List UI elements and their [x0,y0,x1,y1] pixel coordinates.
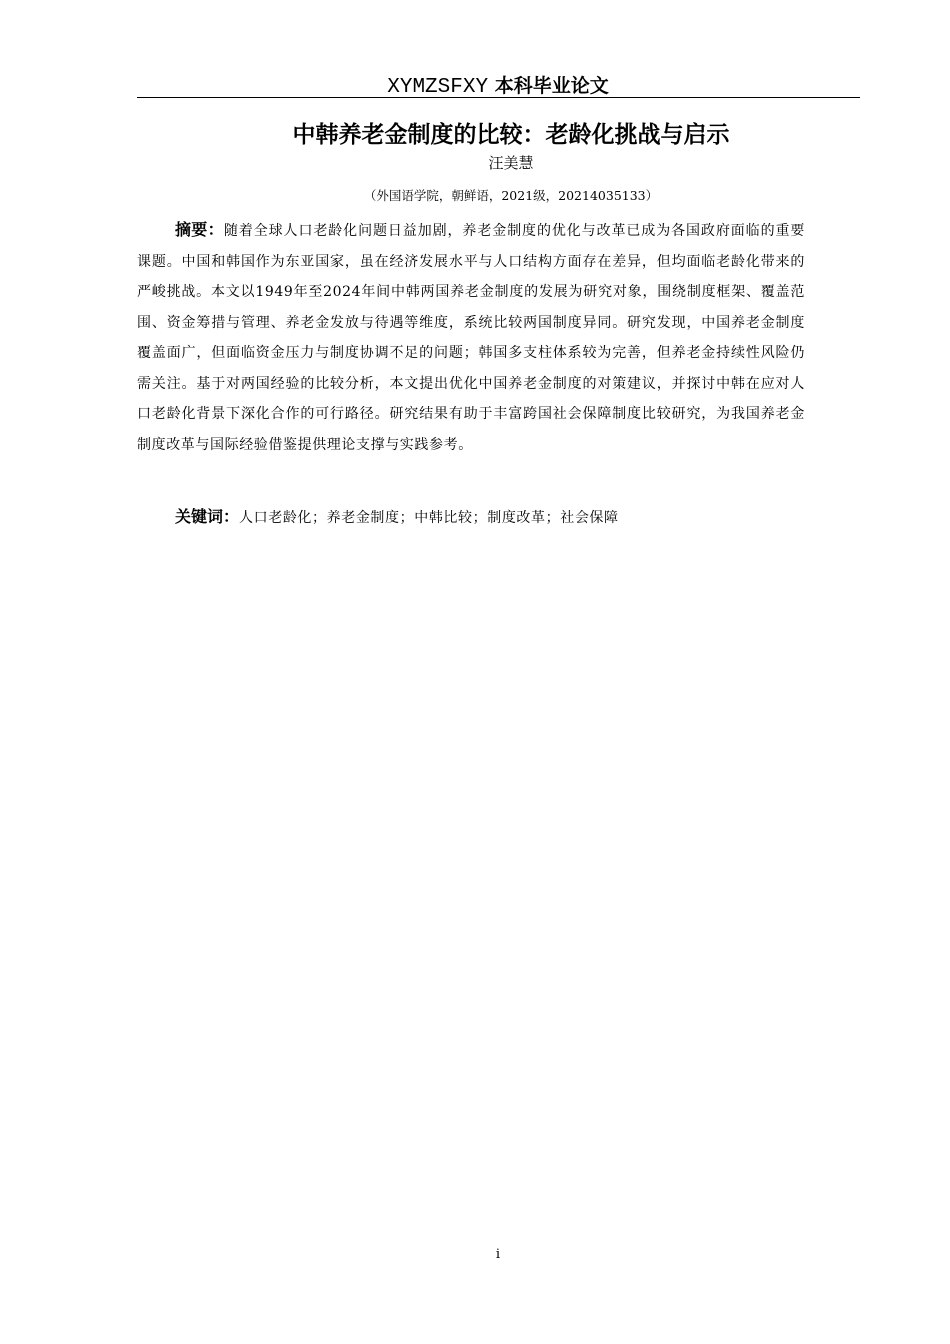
author-name: 汪美慧 [488,154,534,172]
keywords-label: 关键词： [175,507,240,526]
paper-title: 中韩养老金制度的比较：老龄化挑战与启示 [292,122,730,148]
abstract-text: 随着全球人口老龄化问题日益加剧，养老金制度的优化与改革已成为各国政府面临的重要课题。中国和韩国作为东亚国家，虽在经济发展水平与人口结构方面存在差异，但均面临老龄化带来的严峻挑战。本文以1949年至2024年间中韩两国养老金制度的发展为研究对象，围绕制度框架、覆盖范围、资金筹措与管理、养老金发放与待遇等维度，系统比较两国制度异同。研究发现，中国养老金制度覆盖面广，但面临资金压力与制度协调不足的问题；韩国多支柱体系较为完善，但养老金持续性风险仍需关注。基于对两国经验的比较分析，本文提出优化中国养老金制度的对策建议，并探讨中韩在应对人口老龄化背景下深化合作的可行路径。研究结果有助于丰富跨国社会保障制度比较研究，为我国养老金制度改革与国际经验借鉴提供理论支撑与实践参考。 [137,223,805,453]
abstract-label: 摘要： [175,220,224,239]
abstract-paragraph [137,215,805,460]
keywords-line [175,502,815,533]
page-number: i [495,1247,501,1262]
keywords-text: 人口老龄化；养老金制度；中韩比较；制度改革；社会保障 [239,510,619,526]
header-school-code: XYMZSFXY [387,76,489,99]
header-document-type: 本科毕业论文 [494,75,609,97]
author-affiliation: （外国语学院，朝鲜语，2021级，20214035133） [363,188,659,203]
header-divider [137,97,860,98]
